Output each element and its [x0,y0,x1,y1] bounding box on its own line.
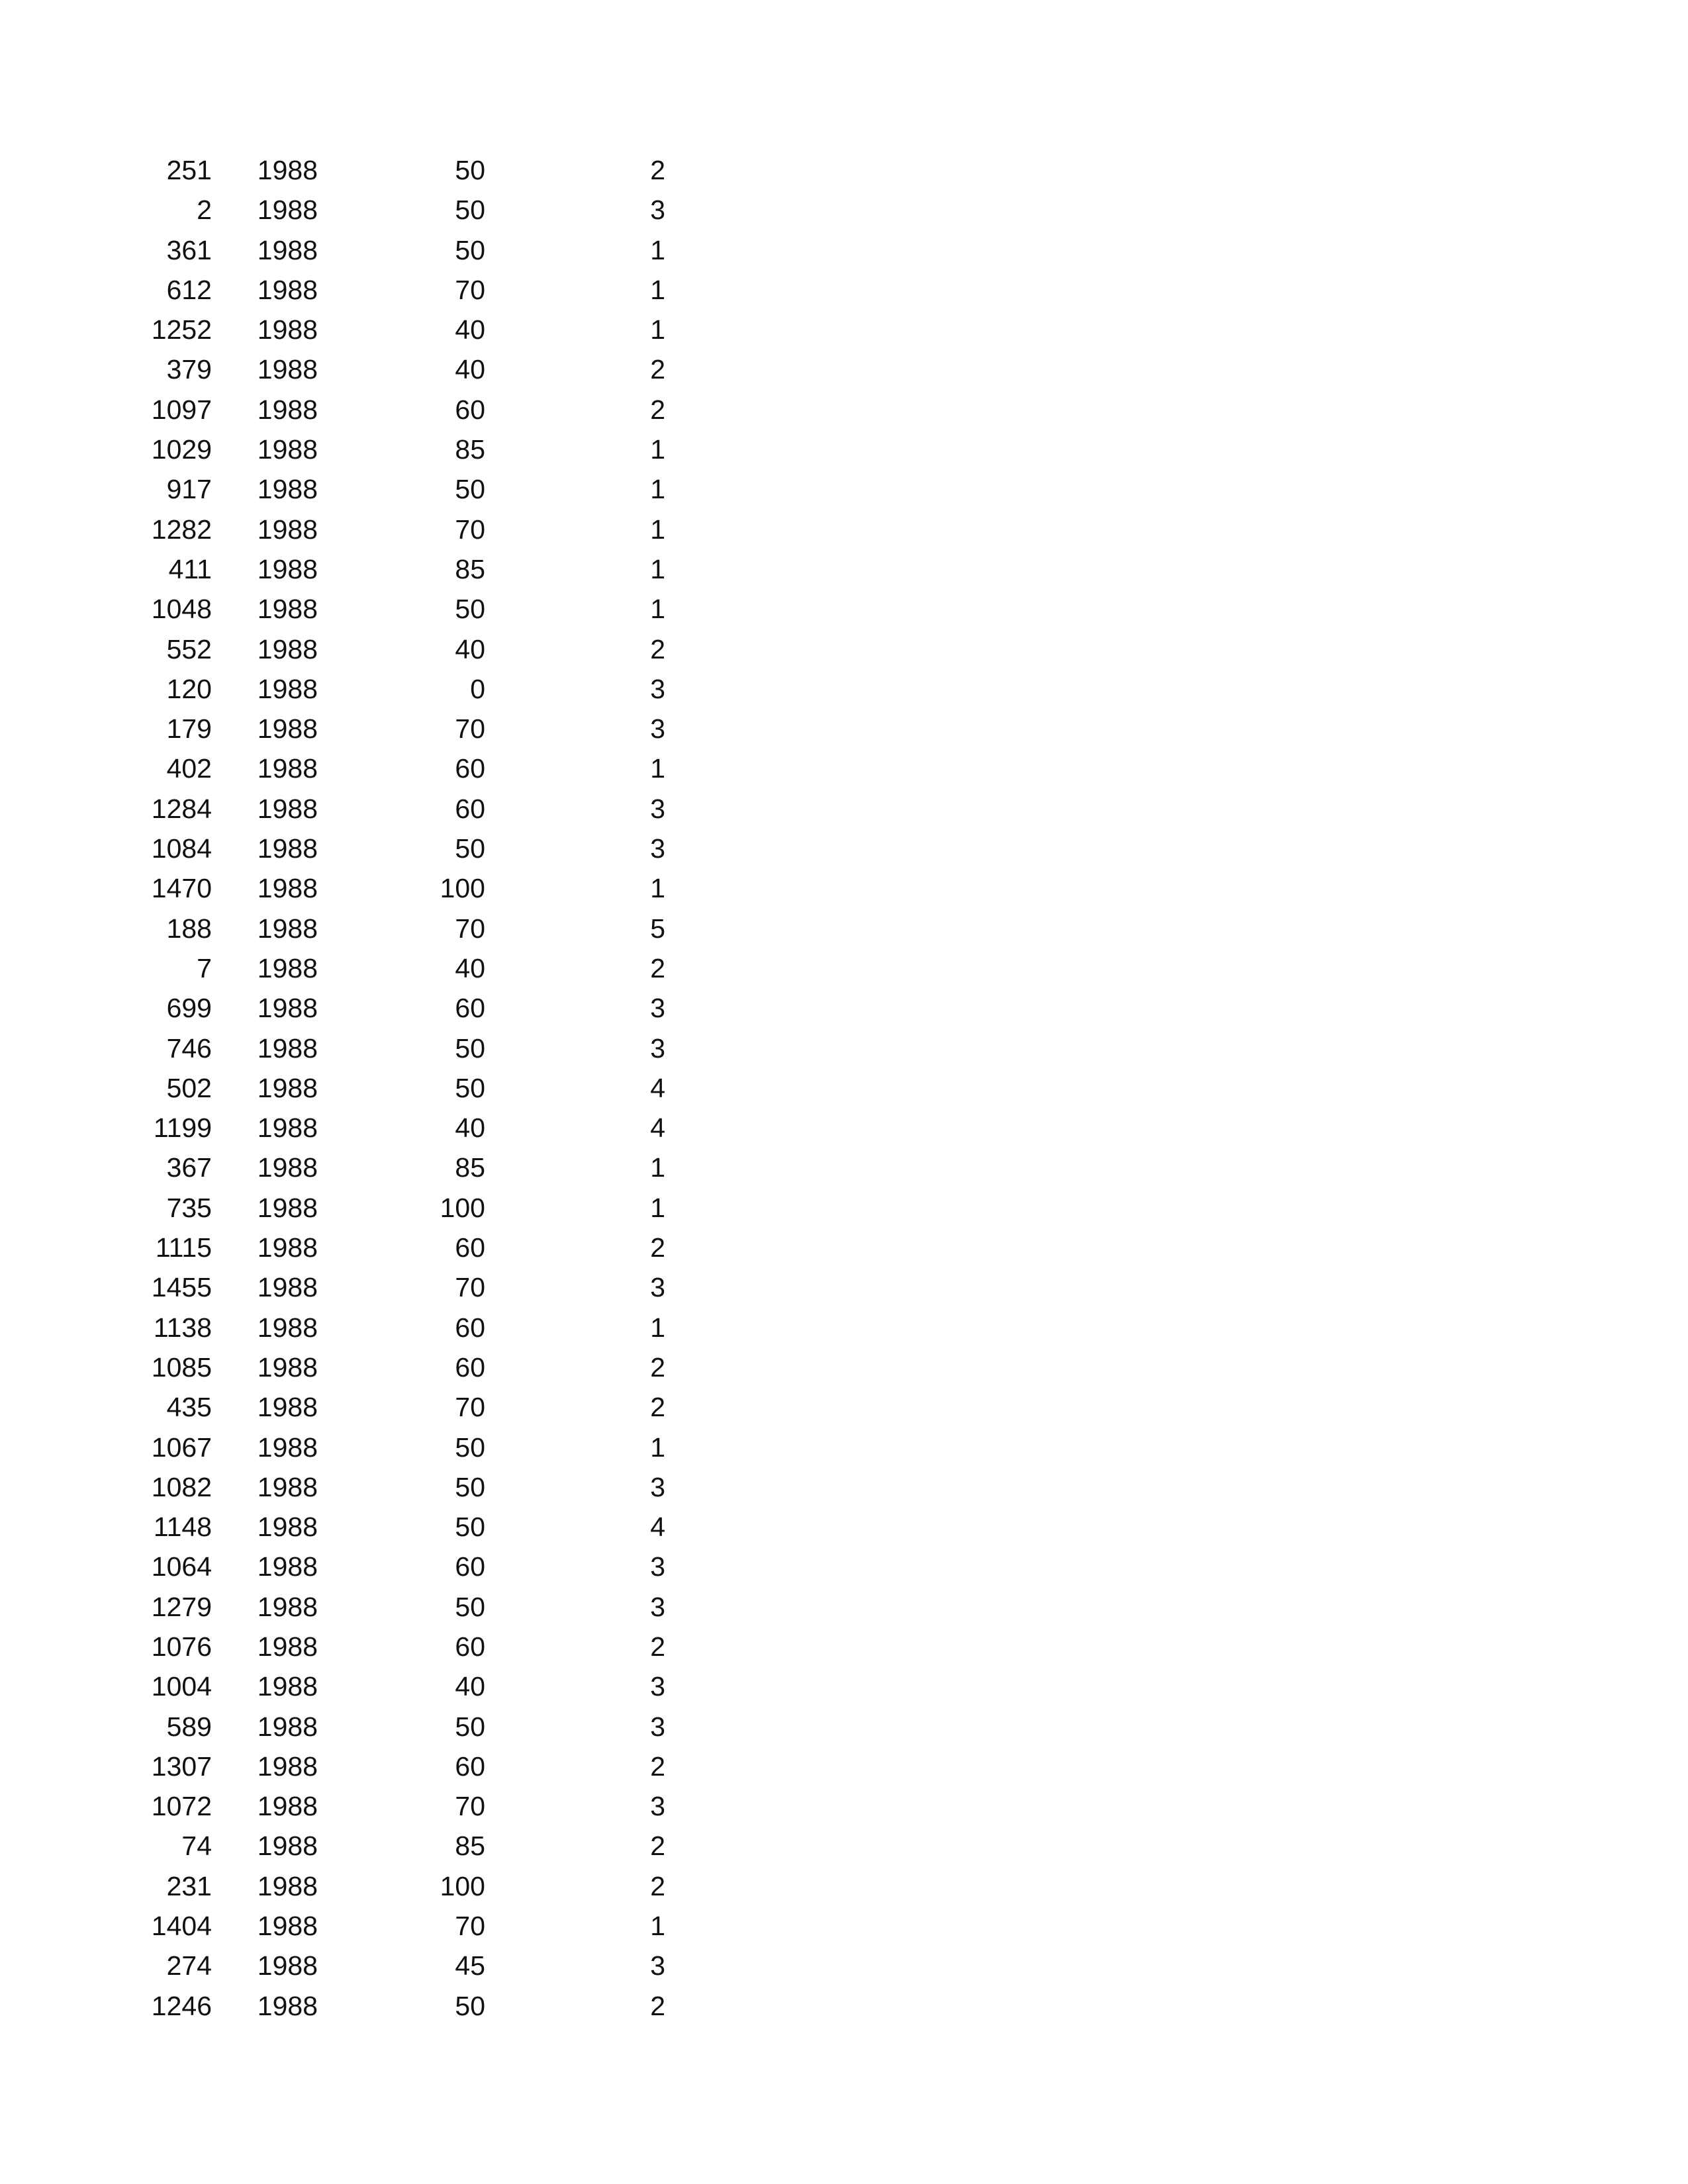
table-cell: 1988 [257,1671,318,1702]
table-row [0,310,728,349]
table-cell: 60 [455,753,485,784]
table-cell: 70 [455,1911,485,1942]
table-cell: 1988 [257,1392,318,1423]
table-cell: 1988 [257,1591,318,1622]
table-cell: 1988 [257,633,318,664]
data-table [0,150,728,2026]
table-row [0,1267,728,1307]
table-cell: 552 [166,633,212,664]
table-cell: 2 [650,1870,665,1901]
table-cell: 1988 [257,1272,318,1303]
table-cell: 1988 [257,1990,318,2021]
table-row [0,1347,728,1387]
table-cell: 1 [650,873,665,904]
table-cell: 2 [650,1990,665,2021]
table-row [0,1707,728,1747]
table-cell: 3 [650,1711,665,1742]
table-cell: 1199 [153,1113,212,1144]
table-cell: 85 [455,434,485,465]
table-cell: 3 [650,1591,665,1622]
table-cell: 612 [166,274,212,305]
table-cell: 2 [650,1351,665,1383]
table-cell: 1988 [257,234,318,265]
table-cell: 735 [166,1192,212,1223]
table-cell: 746 [166,1032,212,1064]
table-cell: 699 [166,993,212,1024]
table-cell: 1988 [257,1232,318,1263]
table-cell: 85 [455,553,485,584]
table-cell: 1988 [257,195,318,226]
table-cell: 2 [650,1232,665,1263]
table-cell: 379 [166,354,212,385]
table-cell: 1988 [257,1113,318,1144]
table-cell: 2 [650,1831,665,1862]
table-cell: 1988 [257,713,318,745]
table-cell: 40 [455,1113,485,1144]
table-cell: 1988 [257,1432,318,1463]
table-cell: 917 [166,474,212,505]
table-cell: 4 [650,1113,665,1144]
table-cell: 1 [650,553,665,584]
table-cell: 1988 [257,594,318,625]
table-cell: 1048 [151,594,212,625]
table-cell: 50 [455,594,485,625]
table-cell: 1988 [257,394,318,425]
table-cell: 1988 [257,1351,318,1383]
table-row [0,1946,728,1985]
table-cell: 231 [166,1870,212,1901]
table-cell: 2 [650,155,665,185]
table-cell: 74 [181,1831,212,1862]
table-cell: 5 [650,913,665,944]
table-cell: 45 [455,1950,485,1981]
table-cell: 4 [650,1512,665,1543]
table-cell: 60 [455,1751,485,1782]
table-cell: 85 [455,1152,485,1183]
table-cell: 50 [455,155,485,185]
table-cell: 1282 [151,514,212,545]
table-row [0,270,728,310]
table-cell: 3 [650,1671,665,1702]
table-cell: 3 [650,1551,665,1582]
table-cell: 50 [455,1432,485,1463]
table-row [0,1387,728,1427]
table-cell: 60 [455,1551,485,1582]
table-cell: 50 [455,1471,485,1502]
table-cell: 1988 [257,474,318,505]
table-cell: 1 [650,234,665,265]
table-cell: 1988 [257,1751,318,1782]
table-cell: 1988 [257,1192,318,1223]
table-cell: 50 [455,195,485,226]
table-cell: 70 [455,274,485,305]
table-row [0,190,728,230]
table-cell: 100 [440,873,485,904]
table-cell: 1988 [257,1950,318,1981]
table-cell: 40 [455,952,485,983]
table-cell: 1 [650,1192,665,1223]
table-cell: 3 [650,1272,665,1303]
table-cell: 2 [650,1751,665,1782]
table-cell: 50 [455,1990,485,2021]
table-cell: 1 [650,274,665,305]
table-cell: 1988 [257,1152,318,1183]
table-cell: 251 [166,155,212,185]
table-cell: 1284 [151,793,212,824]
table-cell: 4 [650,1072,665,1103]
table-cell: 1 [650,1312,665,1343]
table-cell: 188 [166,913,212,944]
table-cell: 40 [455,1671,485,1702]
table-cell: 1988 [257,1911,318,1942]
table-cell: 60 [455,993,485,1024]
table-cell: 402 [166,753,212,784]
table-cell: 1148 [153,1512,212,1543]
table-row [0,549,728,589]
table-cell: 1988 [257,993,318,1024]
table-cell: 70 [455,1791,485,1822]
table-cell: 274 [166,1950,212,1981]
table-row [0,349,728,389]
table-cell: 3 [650,793,665,824]
table-cell: 1988 [257,793,318,824]
table-cell: 1 [650,1911,665,1942]
table-cell: 1988 [257,1711,318,1742]
table-cell: 1988 [257,1032,318,1064]
table-cell: 2 [650,1631,665,1662]
table-cell: 411 [168,553,212,584]
table-row [0,1906,728,1946]
table-cell: 7 [197,952,212,983]
table-cell: 1082 [151,1471,212,1502]
table-row [0,1826,728,1866]
table-cell: 1988 [257,1631,318,1662]
table-cell: 3 [650,833,665,864]
table-cell: 3 [650,195,665,226]
table-cell: 2 [650,354,665,385]
table-cell: 70 [455,913,485,944]
table-cell: 50 [455,1072,485,1103]
table-cell: 179 [166,713,212,745]
table-cell: 1455 [151,1272,212,1303]
table-cell: 1988 [257,274,318,305]
table-cell: 1988 [257,514,318,545]
table-cell: 40 [455,633,485,664]
table-cell: 1072 [151,1791,212,1822]
table-cell: 50 [455,1512,485,1543]
table-cell: 1988 [257,1312,318,1343]
table-row [0,390,728,430]
table-cell: 85 [455,1831,485,1862]
table-cell: 361 [166,234,212,265]
table-row [0,1308,728,1347]
table-row [0,1467,728,1507]
table-cell: 120 [166,673,212,704]
table-cell: 589 [166,1711,212,1742]
table-cell: 1988 [257,1471,318,1502]
table-row [0,469,728,509]
table-cell: 50 [455,474,485,505]
table-row [0,1228,728,1267]
table-row [0,1627,728,1666]
table-cell: 60 [455,1631,485,1662]
table-row [0,909,728,948]
table-cell: 1 [650,1432,665,1463]
table-cell: 1988 [257,673,318,704]
table-cell: 1988 [257,913,318,944]
table-cell: 1029 [151,434,212,465]
table-row [0,1866,728,1906]
table-cell: 3 [650,1950,665,1981]
table-cell: 60 [455,1312,485,1343]
table-cell: 2 [650,633,665,664]
table-cell: 1988 [257,1870,318,1901]
table-cell: 60 [455,394,485,425]
table-cell: 1988 [257,553,318,584]
table-row [0,230,728,270]
table-cell: 1988 [257,753,318,784]
table-row [0,1108,728,1148]
table-row [0,1507,728,1547]
table-cell: 1115 [155,1232,212,1263]
table-cell: 1 [650,314,665,345]
table-row [0,948,728,988]
table-row [0,1188,728,1228]
table-cell: 1064 [151,1551,212,1582]
table-cell: 2 [650,394,665,425]
table-cell: 2 [650,1392,665,1423]
table-row [0,1587,728,1627]
table-row [0,789,728,829]
table-cell: 40 [455,354,485,385]
table-cell: 1988 [257,833,318,864]
table-row [0,589,728,629]
table-row [0,629,728,669]
table-cell: 50 [455,833,485,864]
table-cell: 1252 [151,314,212,345]
table-row [0,1986,728,2026]
table-cell: 1 [650,474,665,505]
table-row [0,150,728,190]
table-cell: 1988 [257,1831,318,1862]
table-row [0,868,728,908]
table-cell: 70 [455,713,485,745]
table-cell: 70 [455,1392,485,1423]
table-cell: 100 [440,1192,485,1223]
table-cell: 1 [650,753,665,784]
table-cell: 502 [166,1072,212,1103]
table-cell: 1307 [151,1751,212,1782]
table-row [0,510,728,549]
table-cell: 3 [650,1791,665,1822]
table-cell: 435 [166,1392,212,1423]
table-row [0,1148,728,1187]
table-cell: 1138 [153,1312,212,1343]
table-cell: 50 [455,1032,485,1064]
table-row [0,1068,728,1108]
table-cell: 50 [455,1591,485,1622]
table-cell: 1988 [257,354,318,385]
table-cell: 40 [455,314,485,345]
table-cell: 1988 [257,434,318,465]
table-cell: 1988 [257,873,318,904]
table-cell: 1988 [257,1551,318,1582]
table-cell: 3 [650,673,665,704]
table-row [0,669,728,709]
table-cell: 1004 [151,1671,212,1702]
table-cell: 1 [650,1152,665,1183]
table-cell: 3 [650,993,665,1024]
table-row [0,430,728,469]
table-cell: 100 [440,1870,485,1901]
table-cell: 60 [455,1351,485,1383]
table-cell: 50 [455,1711,485,1742]
table-cell: 1988 [257,1791,318,1822]
table-row [0,1786,728,1826]
table-cell: 1988 [257,1512,318,1543]
table-cell: 1097 [151,394,212,425]
table-cell: 1988 [257,1072,318,1103]
table-cell: 1404 [151,1911,212,1942]
table-cell: 70 [455,1272,485,1303]
table-row [0,709,728,749]
table-cell: 60 [455,1232,485,1263]
table-row [0,1428,728,1467]
table-cell: 1988 [257,952,318,983]
table-cell: 1 [650,594,665,625]
table-row [0,988,728,1028]
table-cell: 2 [650,952,665,983]
table-row [0,1547,728,1586]
table-cell: 3 [650,1471,665,1502]
table-cell: 3 [650,713,665,745]
table-row [0,1666,728,1706]
table-cell: 1 [650,434,665,465]
table-cell: 50 [455,234,485,265]
table-cell: 1246 [151,1990,212,2021]
table-cell: 1084 [151,833,212,864]
table-cell: 1470 [151,873,212,904]
table-cell: 2 [197,195,212,226]
table-cell: 1 [650,514,665,545]
table-cell: 1988 [257,155,318,185]
table-cell: 1988 [257,314,318,345]
table-cell: 367 [166,1152,212,1183]
table-row [0,1028,728,1068]
table-row [0,1747,728,1786]
table-cell: 1076 [151,1631,212,1662]
table-cell: 0 [470,673,485,704]
table-cell: 3 [650,1032,665,1064]
table-cell: 1067 [151,1432,212,1463]
table-row [0,829,728,868]
table-cell: 1085 [151,1351,212,1383]
table-cell: 70 [455,514,485,545]
table-cell: 1279 [151,1591,212,1622]
table-row [0,749,728,788]
table-cell: 60 [455,793,485,824]
